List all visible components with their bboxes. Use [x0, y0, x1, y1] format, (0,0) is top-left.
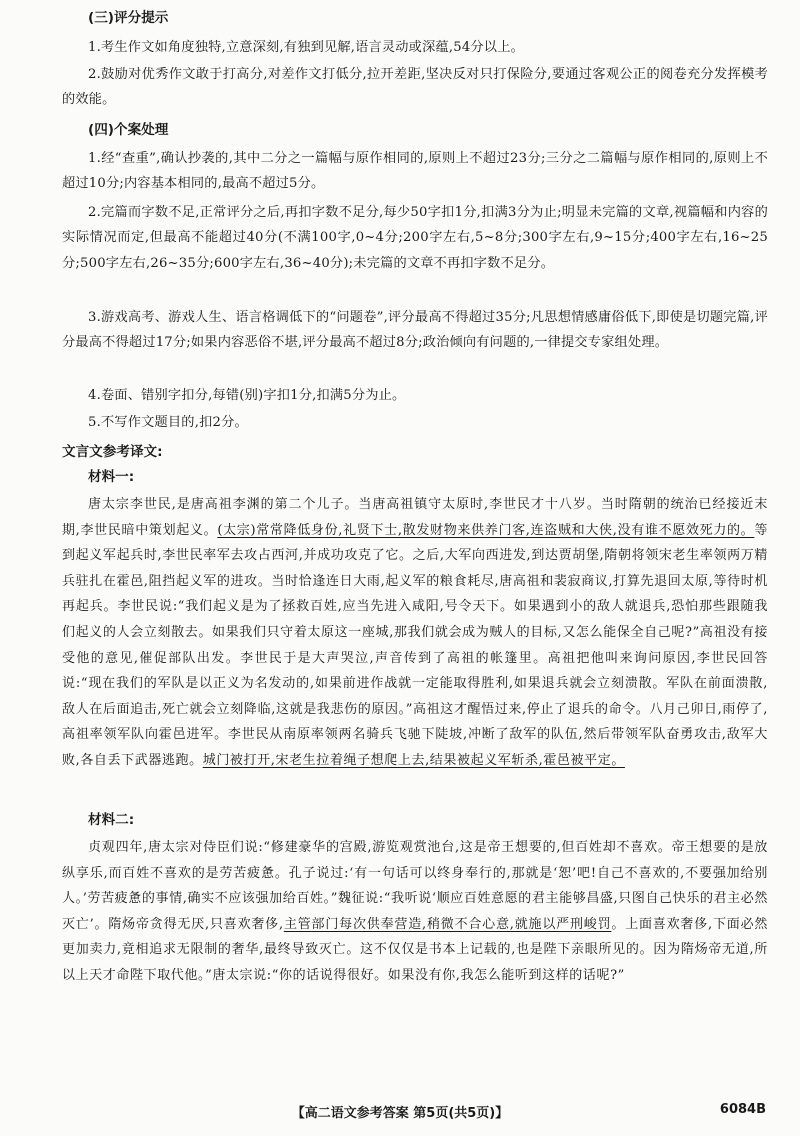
material-2-title: 材料二:: [88, 812, 135, 828]
section-4-title: (四)个案处理: [88, 122, 169, 138]
sec4-item-5: 5.不写作文题目的,扣2分。: [88, 415, 248, 430]
material-1-underlined-2: 城门被打开,宋老生拉着绳子想爬上去,结果被起义军斩杀,霍邑被平定。: [202, 752, 625, 768]
material-1-underlined-1: (太宗)常常降低身份,礼贤下士,散发财物来供养门客,连盗贼和大侠,没有谁不愿效死力的。: [217, 522, 755, 538]
material-2-part-a: 贞观四年,唐太宗对侍臣们说:“修建豪华的宫殿,游览观赏池台,这是帝王想要的,但百姓却不喜欢。帝王想要的是放纵享乐,而百姓不喜欢的是劳苦疲惫。孔子说过:‘有一句话可以终身奉行的,那就是‘恕’吧!自己不喜欢的,不要强加给别人。’劳苦疲惫的事情,确实不应该强加给百姓。”魏征说:“我听说‘顺应百姓意愿的君主能够昌盛,只图自己快乐的君主必然灭亡’。隋炀帝贪得无厌,只喜欢奢侈,: [62, 840, 768, 932]
material-2-text: [62, 835, 768, 989]
sec4-item-3: 3.游戏高考、游戏人生、语言格调低下的“问题卷”,评分最高不得超过35分;凡思想情感庸俗低下,即使是切题完篇,评分最高不得超过17分;如果内容恶俗不堪,评分最高不超过8分;政治倾向有问题的,一律提交专家组处理。: [62, 310, 768, 351]
material-2-part-b: 。上面喜欢奢侈,下面必然更加卖力,竟相追求无限制的奢华,最终导致灭亡。这不仅仅是书本上记载的,也是陛下亲眼所见的。因为隋炀帝无道,所以上天才命陛下取代他。”唐太宗说:“你的话说得很好。如果没有你,我怎么能听到这样的话呢?”: [62, 916, 769, 983]
page-code: 6084B: [719, 1102, 766, 1117]
material-2-underlined-1: 主管部门每次供奉营造,稍微不合心意,就施以严刑峻罚: [283, 916, 612, 932]
material-1-part-b: 等到起义军起兵时,李世民率军去攻占西河,并成功攻克了它。之后,大军向西进发,到达贾胡堡,隋朝将领宋老生率领两万精兵驻扎在霍邑,阻挡起义军的进攻。当时恰逢连日大雨,起义军的粮食耗尽,唐高祖和裴寂商议,打算先退回太原,等待时机再起兵。李世民说:“我们起义是为了拯救百姓,应当先进入咸阳,号令天下。如果遇到小的敌人就退兵,恐怕那些跟随我们起义的人会立刻散去。如果我们只守着太原这一座城,那我们就会成为贼人的目标,又怎么能保全自己呢?”高祖没有接受他的意见,催促部队出发。李世民于是大声哭泣,声音传到了高祖的帐篷里。高祖把他叫来询问原因,李世民回答说:“现在我们的军队是以正义为名发动的,如果前进作战就一定能取得胜利,如果退兵就会立刻溃散。军队在前面溃散,敌人在后面追击,死亡就会立刻降临,这就是我悲伤的原因。”高祖这才醒悟过来,停止了退兵的命令。八月己卯日,雨停了,高祖率领军队向霍邑进军。李世民从南原率领两名骑兵飞驰下陡坡,冲断了敌军的队伍,然后带领军队奋勇攻击,敌军大败,各自丢下武器逃跑。: [62, 522, 768, 768]
material-1-title: 材料一:: [88, 469, 135, 485]
sec4-item-1: 1.经“查重”,确认抄袭的,其中二分之一篇幅与原作相同的,原则上不超过23分;三分之二篇幅与原作相同的,原则上不超过10分;内容基本相同的,最高不超过5分。: [62, 151, 768, 192]
material-1-part-a: 唐太宗李世民,是唐高祖李渊的第二个儿子。当唐高祖镇守太原时,李世民才十八岁。当时隋朝的统治已经接近末期,李世民暗中策划起义。: [62, 497, 768, 538]
sec4-item-2: 2.完篇而字数不足,正常评分之后,再扣字数不足分,每少50字扣1分,扣满3分为止;明显未完篇的文章,视篇幅和内容的实际情况而定,但最高不能超过40分(不满100字,0~4分;200字左右,5~8分;300字左右,9~15分;400字左右,16~25分;500字左右,26~35分;600字左右,36~40分);未完篇的文章不再扣字数不足分。: [62, 205, 768, 271]
sec4-item-4: 4.卷面、错别字扣分,每错(别)字扣1分,扣满5分为止。: [88, 388, 406, 403]
translation-title: 文言文参考译文:: [62, 444, 163, 460]
material-1-text: [62, 492, 768, 774]
sec3-item-2: 2.鼓励对优秀作文敢于打高分,对差作文打低分,拉开差距,坚决反对只打保险分,要通过客观公正的阅卷充分发挥模考的效能。: [62, 67, 768, 108]
sec3-item-1: 1.考生作文如角度独特,立意深刻,有独到见解,语言灵动或深蕴,54分以上。: [88, 40, 524, 55]
page-footer: 【高二语文参考答案 第5页(共5页)】: [291, 1106, 509, 1121]
section-3-title: (三)评分提示: [88, 10, 169, 26]
